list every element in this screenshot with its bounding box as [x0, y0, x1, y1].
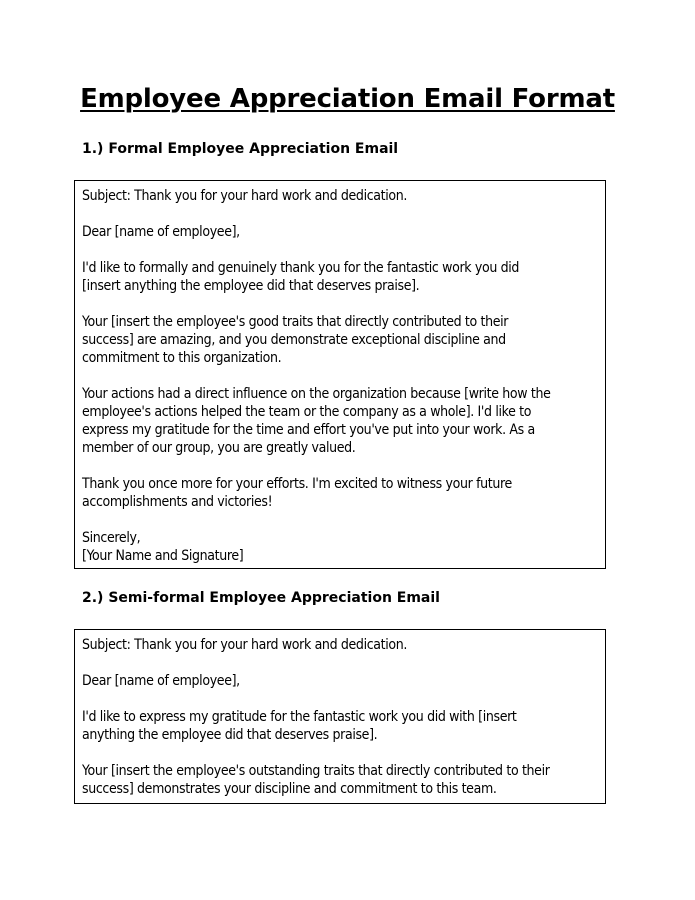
email-line: [insert anything the employee did that deserves praise].	[82, 278, 420, 294]
formal-email-box	[74, 180, 606, 569]
email-line: accomplishments and victories!	[82, 494, 273, 510]
email-paragraph	[82, 475, 599, 511]
email-line: Thank you once more for your efforts. I'm excited to witness your future	[82, 476, 512, 492]
email-line: I'd like to express my gratitude for the fantastic work you did with [insert	[82, 709, 517, 725]
email-line: success] are amazing, and you demonstrate exceptional discipline and	[82, 332, 506, 348]
email-line: Your [insert the employee's outstanding traits that directly contributed to their	[82, 763, 550, 779]
email-signature: [Your Name and Signature]	[82, 548, 244, 564]
email-signoff	[82, 529, 599, 565]
section-heading-semi-formal: 2.) Semi-formal Employee Appreciation Email	[82, 590, 440, 606]
email-line: anything the employee did that deserves praise].	[82, 727, 378, 743]
email-paragraph	[82, 708, 599, 744]
email-line: member of our group, you are greatly valued.	[82, 440, 356, 456]
email-subject: Subject: Thank you for your hard work and dedication.	[82, 188, 408, 204]
email-paragraph	[82, 385, 599, 457]
email-line: I'd like to formally and genuinely thank you for the fantastic work you did	[82, 260, 520, 276]
email-paragraph	[82, 313, 599, 367]
email-closing: Sincerely,	[82, 530, 141, 546]
document-title: Employee Appreciation Email Format	[80, 84, 615, 114]
section-heading-formal: 1.) Formal Employee Appreciation Email	[82, 141, 399, 157]
email-greeting: Dear [name of employee],	[82, 224, 240, 240]
semi-formal-email-box	[74, 629, 606, 804]
email-line: commitment to this organization.	[82, 350, 282, 366]
email-greeting: Dear [name of employee],	[82, 673, 240, 689]
email-line: Your actions had a direct influence on the organization because [write how the	[82, 386, 551, 402]
email-paragraph	[82, 259, 599, 295]
email-line: Your [insert the employee's good traits that directly contributed to their	[82, 314, 509, 330]
email-line: success] demonstrates your discipline and commitment to this team.	[82, 781, 497, 797]
email-paragraph	[82, 762, 599, 798]
email-subject: Subject: Thank you for your hard work and dedication.	[82, 637, 408, 653]
email-line: express my gratitude for the time and effort you've put into your work. As a	[82, 422, 535, 438]
email-line: employee's actions helped the team or the company as a whole]. I'd like to	[82, 404, 532, 420]
